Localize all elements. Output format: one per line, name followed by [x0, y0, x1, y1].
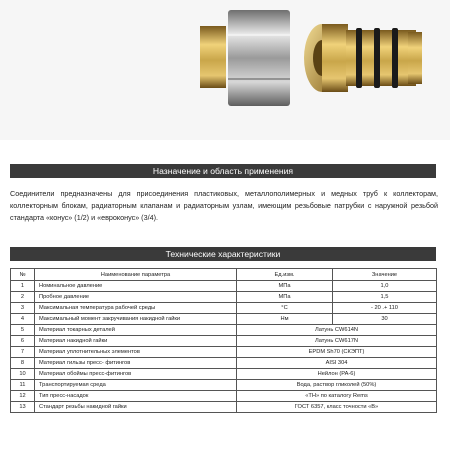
fitting-illustration	[0, 0, 450, 140]
row-num: 8	[11, 358, 35, 369]
table-header-row	[11, 269, 437, 281]
row-num: 7	[11, 347, 35, 358]
row-num: 10	[11, 369, 35, 380]
row-num: 5	[11, 325, 35, 336]
section-header-specs: Технические характеристики	[10, 247, 436, 261]
table-row	[11, 314, 437, 325]
row-unit: Нм	[237, 314, 333, 325]
table-row	[11, 358, 437, 369]
table-row	[11, 347, 437, 358]
table-row	[11, 402, 437, 413]
row-value: 30	[333, 314, 437, 325]
o-ring-1	[356, 28, 362, 88]
row-unit: МПа	[237, 292, 333, 303]
header-name: Наименование параметра	[35, 269, 237, 281]
row-name: Пробное давление	[35, 292, 237, 303]
section-header-purpose: Назначение и область применения	[10, 164, 436, 178]
row-value: 1,0	[333, 281, 437, 292]
header-unit: Ед.изм.	[237, 269, 333, 281]
table-row	[11, 292, 437, 303]
row-num: 13	[11, 402, 35, 413]
row-name: Стандарт резьбы накидной гайки	[35, 402, 237, 413]
row-value: AISI 304	[237, 358, 437, 369]
header-value: Значение	[333, 269, 437, 281]
row-value: - 20 .+ 110	[333, 303, 437, 314]
o-ring-3	[392, 28, 398, 88]
table-row	[11, 380, 437, 391]
table-row	[11, 369, 437, 380]
table-row	[11, 325, 437, 336]
row-unit: °С	[237, 303, 333, 314]
row-num: 6	[11, 336, 35, 347]
row-name: Номинальное давление	[35, 281, 237, 292]
row-name: Максимальная температура рабочей среды	[35, 303, 237, 314]
row-name: Транспортируемая среда	[35, 380, 237, 391]
row-name: Тип пресс-насадок	[35, 391, 237, 402]
row-value: 1,5	[333, 292, 437, 303]
row-num: 11	[11, 380, 35, 391]
row-value: Вода, раствор гликолей (50%)	[237, 380, 437, 391]
table-row	[11, 281, 437, 292]
purpose-description: Соединители предназначены для присоединения пластиковых, металлополимерных и медных труб к коллекторам, коллекторным блокам, радиаторным клапанам и радиаторным узлам, имеющим резьбовые патрубки с наружной резьбой стандарта «конус» (1/2) и «евроконус» (3/4).	[10, 189, 438, 222]
row-value: EPDM Sh70 (СКЭПТ)	[237, 347, 437, 358]
row-name: Материал обоймы пресс-фитингов	[35, 369, 237, 380]
row-unit: МПа	[237, 281, 333, 292]
table-row	[11, 336, 437, 347]
table-row	[11, 391, 437, 402]
row-name: Материал накидной гайки	[35, 336, 237, 347]
row-value: «TH» по каталогу Rems	[237, 391, 437, 402]
row-name: Материал гильзы пресс- фитингов	[35, 358, 237, 369]
row-name: Максимальный момент закручивания накидной гайки	[35, 314, 237, 325]
o-ring-2	[374, 28, 380, 88]
chrome-nut	[228, 10, 290, 106]
row-num: 12	[11, 391, 35, 402]
header-num: №	[11, 269, 35, 281]
row-num: 1	[11, 281, 35, 292]
brass-insert	[200, 26, 226, 88]
row-value: ГОСТ 6357, класс точности «В»	[237, 402, 437, 413]
row-num: 3	[11, 303, 35, 314]
row-num: 2	[11, 292, 35, 303]
table-row	[11, 303, 437, 314]
row-value: Нейлон (PA-6)	[237, 369, 437, 380]
row-num: 4	[11, 314, 35, 325]
row-name: Материал уплотнительных элементов	[35, 347, 237, 358]
row-value: Латунь CW617N	[237, 336, 437, 347]
specs-table	[10, 268, 437, 413]
product-photo	[0, 0, 450, 140]
row-name: Материал токарных деталей	[35, 325, 237, 336]
row-value: Латунь CW614N	[237, 325, 437, 336]
